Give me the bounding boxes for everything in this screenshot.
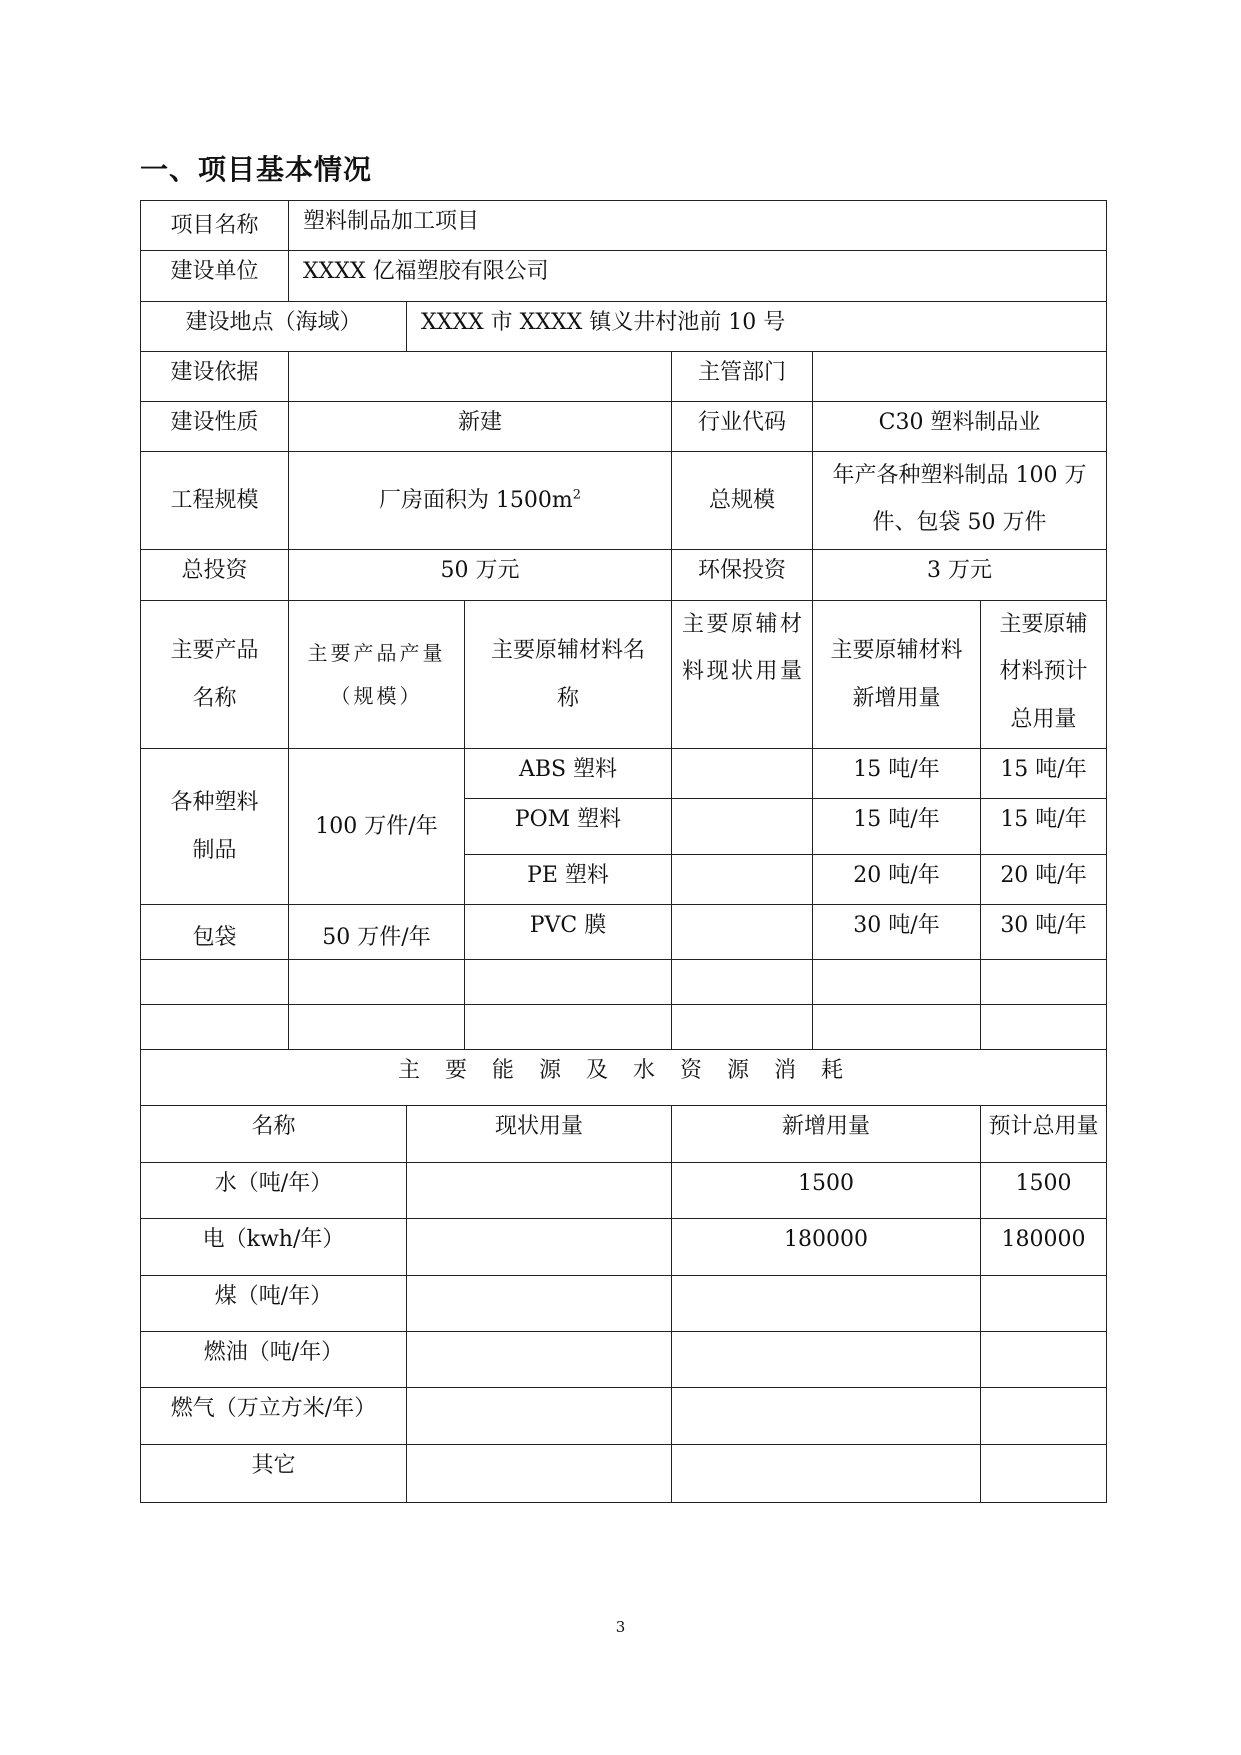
energy-name: 电（kwh/年） <box>141 1218 407 1275</box>
label-project-name: 项目名称 <box>141 201 289 251</box>
product-name: 各种塑料制品 <box>141 749 289 905</box>
label-location: 建设地点（海域） <box>141 302 407 352</box>
header-material-current: 主要原辅材料现状用量 <box>672 601 813 749</box>
material-total: 30 吨/年 <box>981 905 1107 960</box>
label-unit: 建设单位 <box>141 251 289 302</box>
value-basis <box>289 352 672 402</box>
row-nature <box>141 402 1107 452</box>
value-project-name: 塑料制品加工项目 <box>289 201 1107 251</box>
material-total: 15 吨/年 <box>981 749 1107 799</box>
row-energy-headers <box>141 1105 1107 1162</box>
energy-name: 燃油（吨/年） <box>141 1331 407 1387</box>
value-dept <box>813 352 1107 402</box>
row-unit <box>141 251 1107 302</box>
energy-new <box>672 1444 981 1502</box>
energy-current <box>407 1275 672 1331</box>
product-name: 包袋 <box>141 905 289 960</box>
value-location: XXXX 市 XXXX 镇义井村池前 10 号 <box>407 302 1107 352</box>
header-material-name: 主要原辅材料名称 <box>465 601 672 749</box>
header-product-name: 主要产品名称 <box>141 601 289 749</box>
energy-header-total: 预计总用量 <box>981 1105 1107 1162</box>
energy-total <box>981 1331 1107 1387</box>
material-new: 15 吨/年 <box>813 749 981 799</box>
row-location <box>141 302 1107 352</box>
value-total-scale: 年产各种塑料制品 100 万件、包袋 50 万件 <box>813 452 1107 550</box>
label-investment: 总投资 <box>141 550 289 601</box>
table-row <box>141 749 1107 799</box>
table-row <box>141 1331 1107 1387</box>
value-nature: 新建 <box>289 402 672 452</box>
row-basis <box>141 352 1107 402</box>
row-project-name <box>141 201 1107 251</box>
energy-new <box>672 1331 981 1387</box>
value-scale-sup: 2 <box>572 487 582 503</box>
empty-row <box>141 959 1107 1004</box>
table-row <box>141 1275 1107 1331</box>
material-name: PE 塑料 <box>465 855 672 905</box>
energy-current <box>407 1218 672 1275</box>
material-name: POM 塑料 <box>465 799 672 855</box>
table-row <box>141 1387 1107 1444</box>
row-energy-title <box>141 1049 1107 1105</box>
material-current <box>672 905 813 960</box>
row-product-headers <box>141 601 1107 749</box>
material-new: 15 吨/年 <box>813 799 981 855</box>
energy-total <box>981 1444 1107 1502</box>
table-row <box>141 905 1107 960</box>
material-new: 30 吨/年 <box>813 905 981 960</box>
energy-header-current: 现状用量 <box>407 1105 672 1162</box>
energy-new <box>672 1275 981 1331</box>
energy-total <box>981 1275 1107 1331</box>
row-investment <box>141 550 1107 601</box>
label-dept: 主管部门 <box>672 352 813 402</box>
energy-header-new: 新增用量 <box>672 1105 981 1162</box>
energy-name: 煤（吨/年） <box>141 1275 407 1331</box>
energy-total <box>981 1387 1107 1444</box>
material-name: ABS 塑料 <box>465 749 672 799</box>
label-total-scale: 总规模 <box>672 452 813 550</box>
energy-new: 180000 <box>672 1218 981 1275</box>
page-number: 3 <box>615 1618 626 1636</box>
project-info-table <box>140 200 1107 1503</box>
value-scale <box>289 452 672 550</box>
material-current <box>672 855 813 905</box>
energy-total: 180000 <box>981 1218 1107 1275</box>
header-material-new: 主要原辅材料新增用量 <box>813 601 981 749</box>
material-current <box>672 749 813 799</box>
energy-current <box>407 1331 672 1387</box>
energy-new: 1500 <box>672 1162 981 1218</box>
energy-name: 燃气（万立方米/年） <box>141 1387 407 1444</box>
energy-name: 其它 <box>141 1444 407 1502</box>
table-row <box>141 1444 1107 1502</box>
energy-current <box>407 1387 672 1444</box>
material-total: 20 吨/年 <box>981 855 1107 905</box>
section-heading: 一、项目基本情况 <box>140 153 373 186</box>
energy-current <box>407 1162 672 1218</box>
energy-new <box>672 1387 981 1444</box>
value-env-investment: 3 万元 <box>813 550 1107 601</box>
material-name: PVC 膜 <box>465 905 672 960</box>
label-env-investment: 环保投资 <box>672 550 813 601</box>
material-new: 20 吨/年 <box>813 855 981 905</box>
table-row <box>141 1162 1107 1218</box>
energy-header-name: 名称 <box>141 1105 407 1162</box>
table-row <box>141 1218 1107 1275</box>
label-nature: 建设性质 <box>141 402 289 452</box>
material-current <box>672 799 813 855</box>
value-unit: XXXX 亿福塑胶有限公司 <box>289 251 1107 302</box>
material-total: 15 吨/年 <box>981 799 1107 855</box>
empty-row <box>141 1004 1107 1049</box>
label-basis: 建设依据 <box>141 352 289 402</box>
label-industry: 行业代码 <box>672 402 813 452</box>
product-output: 100 万件/年 <box>289 749 465 905</box>
row-scale <box>141 452 1107 550</box>
product-output: 50 万件/年 <box>289 905 465 960</box>
header-material-total: 主要原辅材料预计总用量 <box>981 601 1107 749</box>
energy-name: 水（吨/年） <box>141 1162 407 1218</box>
value-scale-text: 厂房面积为 1500m <box>378 487 573 513</box>
value-industry: C30 塑料制品业 <box>813 402 1107 452</box>
label-scale: 工程规模 <box>141 452 289 550</box>
energy-current <box>407 1444 672 1502</box>
header-product-output: 主要产品产量（规模） <box>289 601 465 749</box>
energy-title: 主要能源及水资源消耗 <box>141 1049 1107 1105</box>
energy-total: 1500 <box>981 1162 1107 1218</box>
value-investment: 50 万元 <box>289 550 672 601</box>
